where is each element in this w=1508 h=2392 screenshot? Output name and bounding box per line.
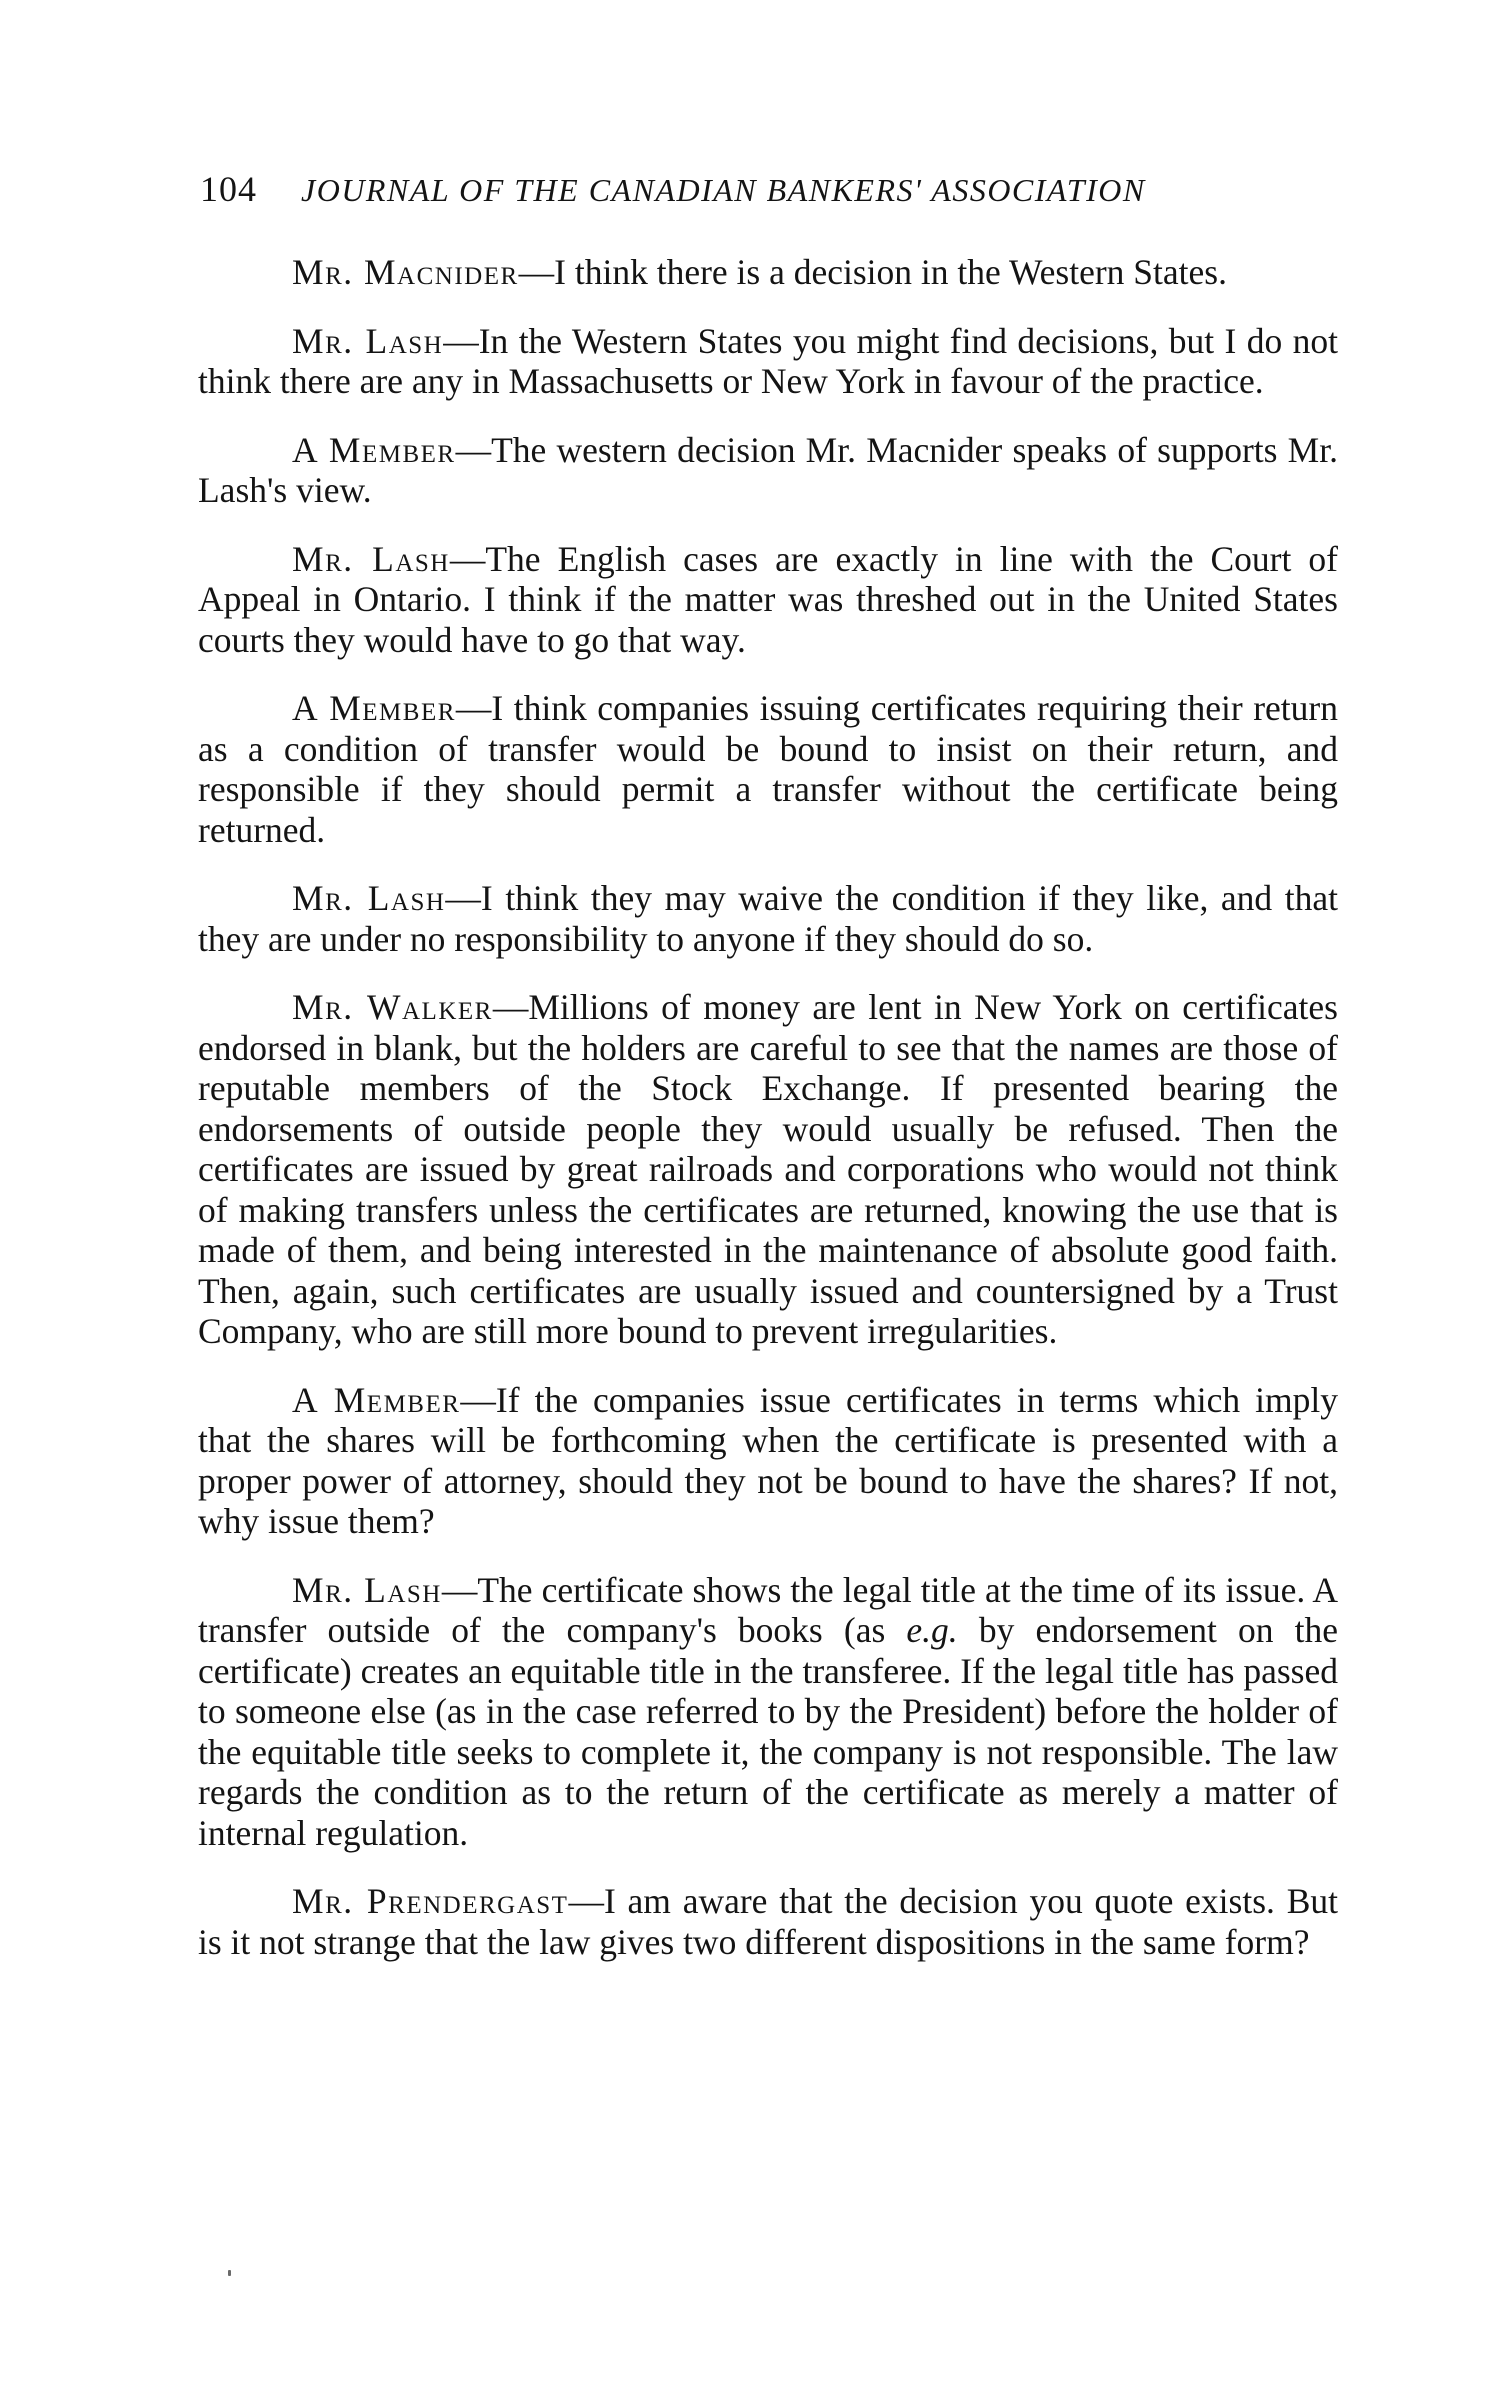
running-head [200, 168, 1340, 210]
speaker-name: A Member [292, 688, 456, 728]
speech-text-italic: e.g. [906, 1610, 958, 1650]
speaker-name: Mr. Lash [292, 538, 450, 579]
speech-text: I think there is a decision in the Western States. [554, 252, 1227, 292]
speaker-name: Mr. Lash [292, 1569, 442, 1610]
speech-text: If the companies issue certificates in terms which imply that the shares will be forthcoming when the certificate is presented with a proper power of attorney, should they not be bound to have the shares? If not, why issue them? [198, 1379, 1338, 1541]
speech-text: Millions of money are lent in New York on certificates endorsed in blank, but the holders are careful to see that the names are those of reputable members of the Stock Exchange. If presented bearing the endorsements of outside people they would usually be refused. Then the certificates are issued by great railroads and corporations who would not think of making transfers unless the certificates are returned, knowing the use that is made of them, and being interested in the maintenance of absolute good faith. Then, again, such certificates are usually issued and countersigned by a Trust Company, who are still more bound to prevent irregularities. [198, 987, 1338, 1351]
paragraph: Mr. Lash—The certificate shows the legal title at the time of its issue. A transfer outside of the company's books (as e.g. by endorsement on the certificate) creates an equitable title in the transferee. If the legal title has passed to someone else (as in the case referred to by the President) before the holder of the equitable title seeks to complete it, the company is not responsible. The law regards the condition as to the return of the certificate as merely a matter of internal regulation. [198, 1569, 1339, 1853]
ink-speck [228, 2270, 231, 2276]
journal-title: JOURNAL OF THE CANADIAN BANKERS' ASSOCIATION [301, 172, 1146, 208]
speaker-name: A Member [292, 429, 456, 470]
paragraph: A Member—If the companies issue certificates in terms which imply that the shares will be forthcoming when the certificate is presented with a proper power of attorney, should they not be bound to have the shares? If not, why issue them? [198, 1379, 1338, 1541]
paragraph: Mr. Lash—I think they may waive the condition if they like, and that they are under no responsibility to anyone if they should do so. [198, 878, 1339, 959]
speech-text: The western decision Mr. Macnider speaks of supports Mr. Lash's view. [198, 429, 1338, 510]
paragraph: A Member—I think companies issuing certificates requiring their return as a condition of transfer would be bound to insist on their return, and responsible if they should permit a transfer without the certificate being returned. [198, 688, 1338, 850]
paragraph: Mr. Macnider—I think there is a decision in the Western States. [292, 252, 1227, 292]
speech-text: I think companies issuing certificates requiring their return as a condition of transfer would be bound to insist on their return, and responsible if they should permit a transfer without the certificate being returned. [198, 688, 1338, 850]
speech-text: In the Western States you might find decisions, but I do not think there are any in Massachusetts or New York in favour of the practice. [198, 320, 1339, 401]
speech-text-before: The certificate shows the legal title at the time of its issue. A transfer outside of the company's books (as [198, 1569, 1339, 1650]
speech-text-after: by endorsement on the certificate) creates an equitable title in the transferee. If the legal title has passed to someone else (as in the case referred to by the President) before the holder of the equitable title seeks to complete it, the company is not responsible. The law regards the condition as to the return of the certificate as merely a matter of internal regulation. [198, 1610, 1338, 1853]
paragraph: A Member—The western decision Mr. Macnider speaks of supports Mr. Lash's view. [198, 429, 1338, 510]
transcript-body [198, 252, 1338, 1990]
speech-text: The English cases are exactly in line with the Court of Appeal in Ontario. I think if the matter was threshed out in the United States courts they would have to go that way. [198, 538, 1338, 660]
paragraph: Mr. Lash—In the Western States you might find decisions, but I do not think there are any in Massachusetts or New York in favour of the practice. [198, 320, 1339, 401]
speech-text: I think they may waive the condition if they like, and that they are under no responsibility to anyone if they should do so. [198, 878, 1339, 959]
speaker-name: A Member [292, 1379, 461, 1420]
speaker-name: Mr. Macnider [292, 252, 519, 292]
speech-text [198, 1570, 1338, 1853]
speaker-name: Mr. Prendergast [292, 1881, 569, 1921]
speaker-name: Mr. Lash [292, 878, 446, 918]
page-number: 104 [200, 169, 257, 209]
paragraph: Mr. Lash—The English cases are exactly in line with the Court of Appeal in Ontario. I think if the matter was threshed out in the United States courts they would have to go that way. [198, 538, 1338, 660]
paragraph: Mr. Walker—Millions of money are lent in New York on certificates endorsed in blank, but the holders are careful to see that the names are those of reputable members of the Stock Exchange. If presented bearing the endorsements of outside people they would usually be refused. Then the certificates are issued by great railroads and corporations who would not think of making transfers unless the certificates are returned, knowing the use that is made of them, and being interested in the maintenance of absolute good faith. Then, again, such certificates are usually issued and countersigned by a Trust Company, who are still more bound to prevent irregularities. [198, 987, 1338, 1351]
paragraph: Mr. Prendergast—I am aware that the decision you quote exists. But is it not strange that the law gives two different dispositions in the same form? [198, 1881, 1338, 1962]
speaker-name: Mr. Lash [292, 320, 444, 361]
speaker-name: Mr. Walker [292, 987, 493, 1027]
speech-text: I am aware that the decision you quote exists. But is it not strange that the law gives two different dispositions in the same form? [198, 1881, 1338, 1962]
